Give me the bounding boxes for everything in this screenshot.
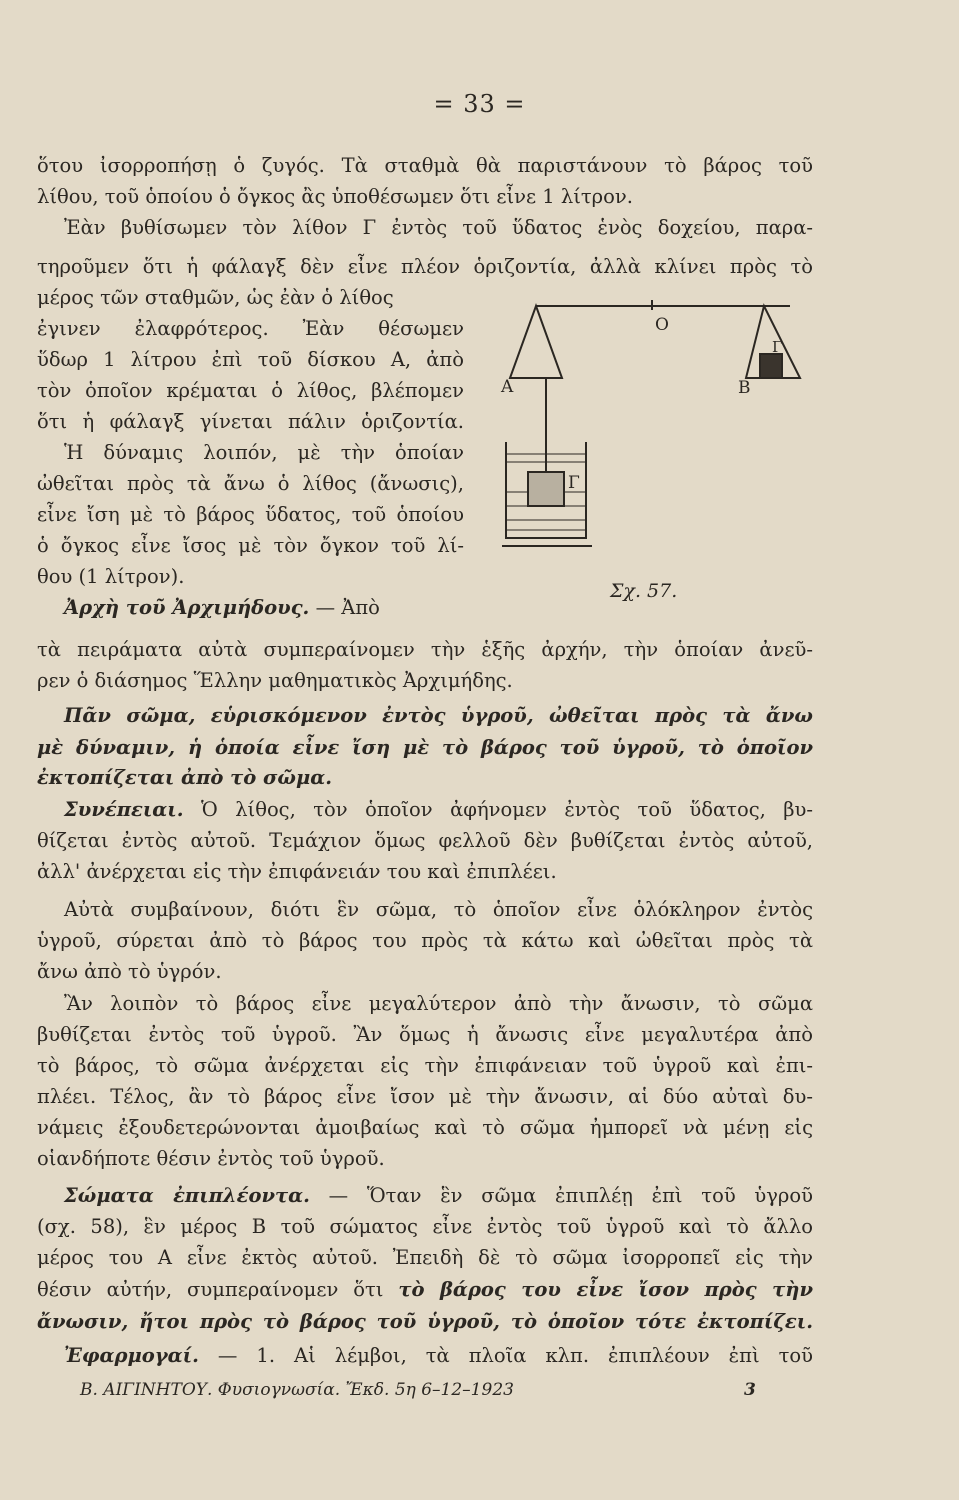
text-line: βυθίζεται ἐντὸς τοῦ ὑγροῦ. Ἂν ὅμως ἡ ἄνωσις εἶνε μεγαλυτέρα ἀπὸ	[37, 1023, 813, 1046]
text-line: ἀλλ' ἀνέρχεται εἰς τὴν ἐπιφάνειάν του καὶ ἐπιπλέει.	[37, 860, 557, 883]
text-line: Ἐὰν βυθίσωμεν τὸν λίθον Γ ἐντὸς τοῦ ὕδατος ἑνὸς δοχείου, παρα-	[64, 216, 813, 239]
label-g-stone: Γ	[568, 473, 580, 493]
floating-first: — Ὅταν ἓν σῶμα ἐπιπλέῃ ἐπὶ τοῦ ὑγροῦ	[328, 1184, 813, 1207]
section-heading-line	[64, 594, 380, 622]
text-line: Ἡ δύναμις λοιπόν, μὲ τὴν ὁποίαν	[64, 441, 464, 464]
text-line: μέρος τῶν σταθμῶν, ὡς ἐὰν ὁ λίθος	[37, 286, 394, 309]
text-line: ὕδωρ 1 λίτρου ἐπὶ τοῦ δίσκου Α, ἀπὸ	[37, 348, 464, 371]
consequence-first: Ὁ λίθος, τὸν ὁποῖον ἀφήνομεν ἐντὸς τοῦ ὕδατος, βυ-	[200, 798, 813, 821]
text-line: Αὐτὰ συμβαίνουν, διότι ἓν σῶμα, τὸ ὁποῖον εἶνε ὁλόκληρον ἐντὸς	[64, 898, 813, 921]
consequence-line	[64, 796, 813, 824]
text-line-bold: ἄνωσιν, ἤτοι πρὸς τὸ βάρος τοῦ ὑγροῦ, τὸ ὁποῖον τότε ἐκτοπίζει.	[37, 1310, 813, 1333]
text-line: τὸν ὁποῖον κρέμαται ὁ λίθος, βλέπομεν	[37, 379, 464, 402]
principle-line: Πᾶν σῶμα, εὑρισκόμενον ἐντὸς ὑγροῦ, ὠθεῖται πρὸς τὰ ἄνω	[64, 704, 813, 727]
applications-first: — 1. Αἱ λέμβοι, τὰ πλοῖα κλπ. ἐπιπλέουν ἐπὶ τοῦ	[217, 1344, 813, 1367]
text-line: ὑγροῦ, σύρεται ἀπὸ τὸ βάρος του πρὸς τὰ κάτω καὶ ὠθεῖται πρὸς τὰ	[37, 929, 813, 952]
text-line: ὅτου ἰσορροπήσῃ ὁ ζυγός. Τὰ σταθμὰ θὰ παριστάνουν τὸ βάρος τοῦ	[37, 154, 813, 177]
text-line: (σχ. 58), ἓν μέρος Β τοῦ σώματος εἶνε ἐντὸς τοῦ ὑγροῦ καὶ τὸ ἄλλο	[37, 1215, 813, 1238]
footer-imprint: Β. ΑΙΓΙΝΗΤΟΥ. Φυσιογνωσία. Ἔκδ. 5η 6–12–1923	[80, 1380, 514, 1400]
signature-mark: 3	[744, 1380, 756, 1400]
applications-line	[64, 1342, 813, 1370]
text-line: τηροῦμεν ὅτι ἡ φάλαγξ δὲν εἶνε πλέον ὁριζοντία, ἀλλὰ κλίνει πρὸς τὸ	[37, 255, 813, 278]
text-line: λίθου, τοῦ ὁποίου ὁ ὄγκος ἂς ὑποθέσωμεν ὅτι εἶνε 1 λίτρον.	[37, 185, 633, 208]
text-span: θέσιν αὐτήν, συμπεραίνομεν ὅτι	[37, 1278, 384, 1301]
label-o: O	[655, 315, 669, 335]
text-line: ὠθεῖται πρὸς τὰ ἄνω ὁ λίθος (ἄνωσις),	[37, 472, 464, 495]
text-line: μέρος του Α εἶνε ἐκτὸς αὐτοῦ. Ἐπειδὴ δὲ τὸ σῶμα ἰσορροπεῖ εἰς τὴν	[37, 1246, 813, 1269]
text-line: ρεν ὁ διάσημος Ἕλλην μαθηματικὸς Ἀρχιμήδης.	[37, 669, 513, 692]
principle-line: ἐκτοπίζεται ἀπὸ τὸ σῶμα.	[37, 766, 333, 789]
page-number: = 33 =	[433, 90, 526, 118]
text-line: νάμεις ἐξουδετερώνονται ἀμοιβαίως καὶ τὸ σῶμα ἠμπορεῖ νὰ μένῃ εἰς	[37, 1116, 813, 1139]
weights	[760, 354, 782, 378]
archimedes-heading-rest: — Ἀπὸ	[315, 596, 380, 619]
applications-heading: Ἐφαρμογαί.	[64, 1344, 199, 1367]
text-span-bold: τὸ βάρος του εἶνε ἴσον πρὸς τὴν	[398, 1278, 813, 1301]
figure-caption: Σχ. 57.	[610, 580, 678, 602]
text-line: θίζεται ἐντὸς αὐτοῦ. Τεμάχιον ὅμως φελλοῦ δὲν βυθίζεται ἐντὸς αὐτοῦ,	[37, 829, 813, 852]
floating-line	[64, 1182, 813, 1210]
archimedes-heading: Ἀρχὴ τοῦ Ἀρχιμήδους.	[64, 596, 310, 619]
text-line: πλέει. Τέλος, ἂν τὸ βάρος εἶνε ἴσον μὲ τὴν ἄνωσιν, αἱ δύο αὐταὶ δυ-	[37, 1085, 813, 1108]
consequence-heading: Συνέπειαι.	[64, 798, 184, 821]
text-line: Ἂν λοιπὸν τὸ βάρος εἶνε μεγαλύτερον ἀπὸ τὴν ἄνωσιν, τὸ σῶμα	[64, 992, 813, 1015]
text-line: οἱανδήποτε θέσιν ἐντὸς τοῦ ὑγροῦ.	[37, 1147, 385, 1170]
text-line: ὁ ὄγκος εἶνε ἴσος μὲ τὸν ὄγκον τοῦ λί-	[37, 534, 464, 557]
balance-figure	[492, 292, 822, 612]
label-b: B	[738, 378, 751, 398]
label-a: A	[501, 377, 514, 397]
stone-block	[528, 472, 564, 506]
text-line: τὰ πειράματα αὐτὰ συμπεραίνομεν τὴν ἑξῆς ἀρχήν, τὴν ὁποίαν ἀνεῦ-	[37, 638, 813, 661]
principle-line: μὲ δύναμιν, ἡ ὁποία εἶνε ἴση μὲ τὸ βάρος τοῦ ὑγροῦ, τὸ ὁποῖον	[37, 736, 813, 759]
text-line: θου (1 λίτρον).	[37, 565, 185, 588]
text-line: ὅτι ἡ φάλαγξ γίνεται πάλιν ὁριζοντία.	[37, 410, 464, 433]
text-line: ἄνω ἀπὸ τὸ ὑγρόν.	[37, 960, 222, 983]
label-g-weights: Γ	[772, 338, 783, 356]
text-line	[37, 1276, 813, 1304]
left-pan	[510, 306, 562, 378]
text-line: τὸ βάρος, τὸ σῶμα ἀνέρχεται εἰς τὴν ἐπιφάνειαν τοῦ ὑγροῦ καὶ ἐπι-	[37, 1054, 813, 1077]
text-line: εἶνε ἴση μὲ τὸ βάρος ὕδατος, τοῦ ὁποίου	[37, 503, 464, 526]
floating-heading: Σώματα ἐπιπλέοντα.	[64, 1184, 310, 1207]
text-line: ἐγινεν ἐλαφρότερος. Ἐὰν θέσωμεν	[37, 317, 464, 340]
